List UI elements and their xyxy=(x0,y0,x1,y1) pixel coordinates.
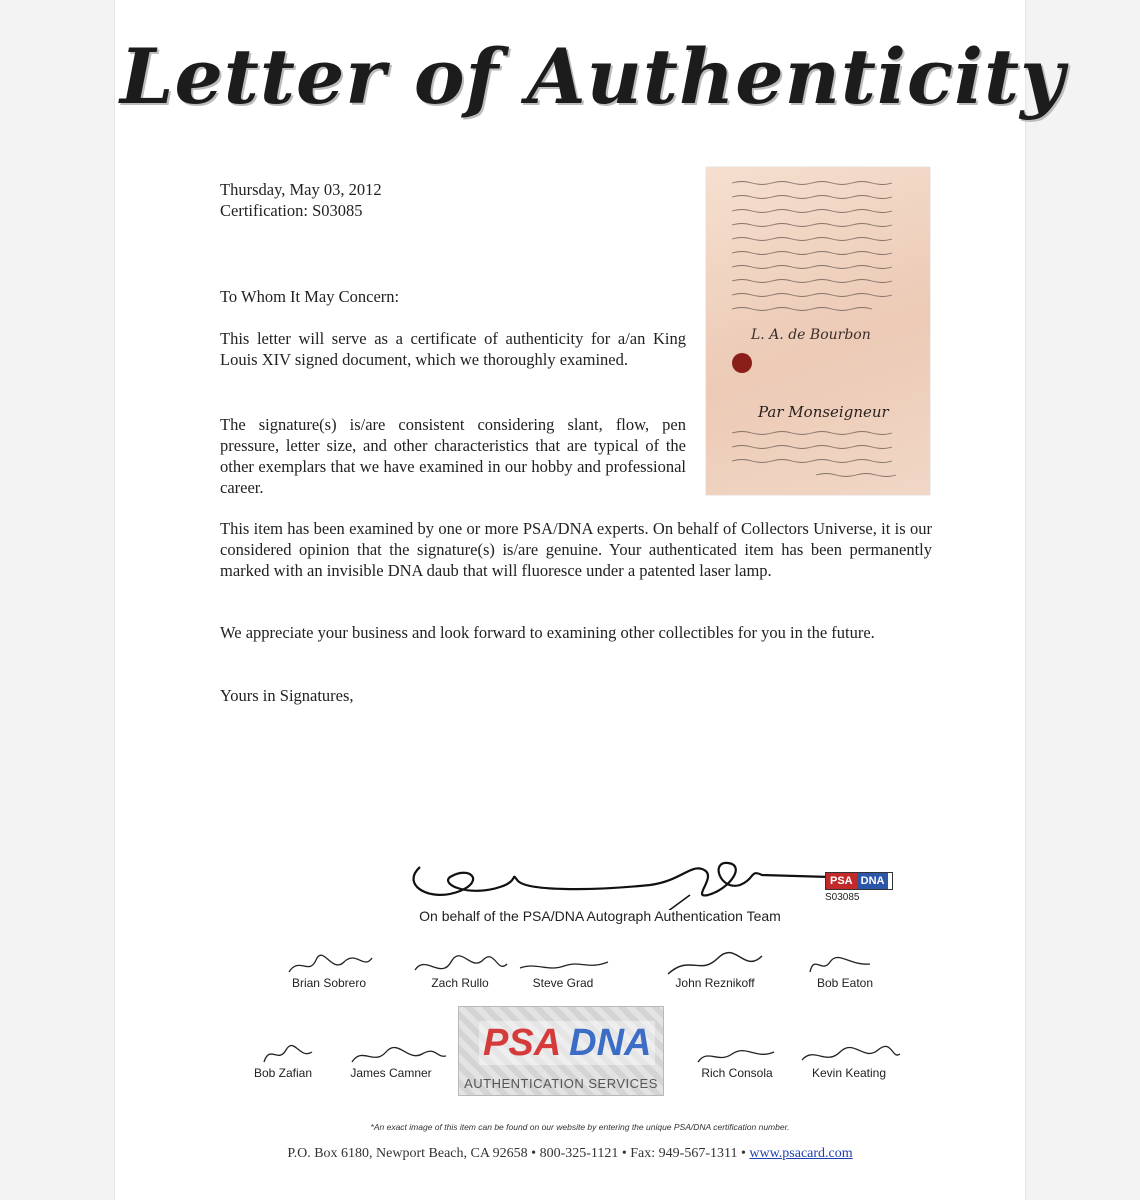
address-text: P.O. Box 6180, Newport Beach, CA 92658 • 800-325-1121 • Fax: 949-567-1311 • xyxy=(287,1146,746,1161)
letter-title: Letter of Authenticity xyxy=(120,32,1066,121)
authenticator-signature xyxy=(316,1040,466,1084)
authenticator-name: Rich Consola xyxy=(701,1066,773,1080)
authenticator-signature xyxy=(254,950,404,994)
authenticator-name: John Reznikoff xyxy=(675,976,755,990)
document-endorsement: Par Monseigneur xyxy=(758,403,889,421)
psa-badge-left: PSA xyxy=(826,873,857,889)
document-photo xyxy=(706,167,930,495)
badge-cert-number: S03085 xyxy=(825,892,860,903)
paragraph-4: We appreciate your business and look forward to examining other collectibles for you in the future. xyxy=(220,623,875,642)
wax-seal xyxy=(732,353,752,373)
psa-dna-logo xyxy=(458,1006,664,1096)
authenticator-name: Brian Sobrero xyxy=(291,976,367,990)
logo-subtitle: AUTHENTICATION SERVICES xyxy=(464,1076,658,1091)
authenticator-name: Bob Eaton xyxy=(816,976,874,990)
paragraph-1: This letter will serve as a certificate of authenticity for a/an King Louis XIV signed document, which we thoroughly examined. xyxy=(220,329,686,369)
letter-date: Thursday, May 03, 2012 xyxy=(220,180,382,199)
website-link[interactable]: www.psacard.com xyxy=(749,1146,853,1161)
authenticator-name: Steve Grad xyxy=(532,976,594,990)
salutation: To Whom It May Concern: xyxy=(220,287,400,306)
authenticator-signature xyxy=(774,1040,924,1084)
authenticator-name: Zach Rullo xyxy=(431,976,489,990)
authenticator-signature xyxy=(640,950,790,994)
logo-right: DNA xyxy=(565,1021,655,1065)
certification-number: Certification: S03085 xyxy=(220,201,363,220)
authenticator-name: Kevin Keating xyxy=(811,1066,887,1080)
paragraph-2: The signature(s) is/are consistent considering slant, flow, pen pressure, letter size, and other characteristics that are typical of the other exemplars that we have examined in our hobby and professional career. xyxy=(220,415,686,497)
authenticator-name: James Camner xyxy=(350,1066,432,1080)
closing: Yours in Signatures, xyxy=(220,686,354,705)
authenticator-name: Bob Zafian xyxy=(253,1066,313,1080)
authenticator-signature xyxy=(770,950,920,994)
footnote: *An exact image of this item can be found on our website by entering the unique PSA/DNA certification number. xyxy=(370,1122,790,1132)
psa-badge-right: DNA xyxy=(857,873,889,889)
team-caption: On behalf of the PSA/DNA Autograph Authentication Team xyxy=(419,908,781,924)
address-line xyxy=(200,1146,940,1162)
paragraph-3: This item has been examined by one or more PSA/DNA experts. On behalf of Collectors Universe, it is our considered opinion that the signature(s) is/are genuine. Your authenticated item has been permanently marked with an invisible DNA daub that will fluoresce under a patented laser lamp. xyxy=(220,519,932,580)
psa-dna-badge xyxy=(825,872,893,903)
logo-left: PSA xyxy=(479,1021,565,1065)
team-signature xyxy=(390,855,830,910)
authenticator-signature xyxy=(488,950,638,994)
document-signature: L. A. de Bourbon xyxy=(751,327,871,343)
